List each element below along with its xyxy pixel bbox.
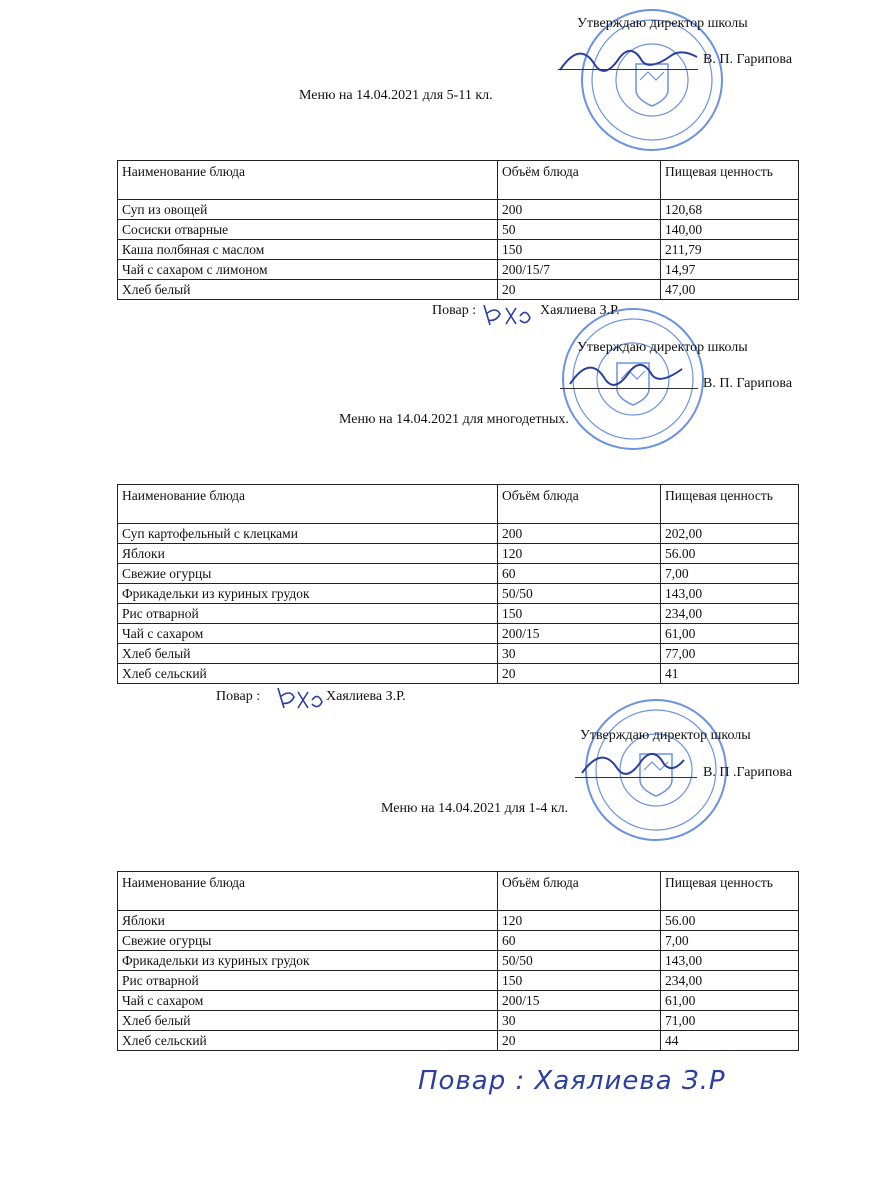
dish-cell: Фрикадельки из куриных грудок [118, 584, 498, 604]
nutrition-cell: 202,00 [661, 524, 799, 544]
table-row [118, 931, 799, 951]
official-stamp-2 [563, 309, 703, 449]
approve-text-3: Утверждаю директор школы [580, 728, 751, 743]
volume-cell: 120 [498, 544, 661, 564]
header-volume: Объём блюда [498, 485, 661, 524]
dish-cell: Чай с сахаром [118, 991, 498, 1011]
dish-cell: Суп из овощей [118, 200, 498, 220]
volume-cell: 30 [498, 1011, 661, 1031]
table-row [118, 240, 799, 260]
dish-cell: Хлеб белый [118, 280, 498, 300]
volume-cell: 50 [498, 220, 661, 240]
nutrition-cell: 211,79 [661, 240, 799, 260]
table-row [118, 911, 799, 931]
dish-cell: Свежие огурцы [118, 931, 498, 951]
dish-cell: Рис отварной [118, 604, 498, 624]
nutrition-cell: 61,00 [661, 624, 799, 644]
volume-cell: 150 [498, 971, 661, 991]
table-header-row [118, 872, 799, 911]
menu-table-2 [117, 484, 799, 684]
nutrition-cell: 7,00 [661, 564, 799, 584]
dish-cell: Чай с сахаром с лимоном [118, 260, 498, 280]
volume-cell: 200/15 [498, 991, 661, 1011]
cook-label-2: Повар : [216, 689, 261, 704]
nutrition-cell: 44 [661, 1031, 799, 1051]
table-header-row [118, 161, 799, 200]
table-row [118, 664, 799, 684]
table-row [118, 951, 799, 971]
table-row [118, 280, 799, 300]
table-row [118, 1031, 799, 1051]
director-name-2: В. П. Гарипова [703, 376, 793, 391]
dish-cell: Сосиски отварные [118, 220, 498, 240]
cook-signature-1 [484, 305, 530, 325]
dish-cell: Рис отварной [118, 971, 498, 991]
nutrition-cell: 143,00 [661, 584, 799, 604]
nutrition-cell: 71,00 [661, 1011, 799, 1031]
table-row [118, 544, 799, 564]
table-row [118, 584, 799, 604]
volume-cell: 200 [498, 524, 661, 544]
table-row [118, 624, 799, 644]
nutrition-cell: 234,00 [661, 971, 799, 991]
menu-title-2: Меню на 14.04.2021 для многодетных. [339, 412, 569, 427]
table-row [118, 524, 799, 544]
table-row [118, 971, 799, 991]
approve-text-1: Утверждаю директор школы [577, 16, 748, 31]
approve-text-2: Утверждаю директор школы [577, 340, 748, 355]
header-nutrition: Пищевая ценность [661, 161, 799, 200]
table-row [118, 564, 799, 584]
nutrition-cell: 143,00 [661, 951, 799, 971]
volume-cell: 150 [498, 240, 661, 260]
table-row [118, 604, 799, 624]
volume-cell: 50/50 [498, 951, 661, 971]
nutrition-cell: 120,68 [661, 200, 799, 220]
header-dish: Наименование блюда [118, 872, 498, 911]
menu-table-3 [117, 871, 799, 1051]
nutrition-cell: 41 [661, 664, 799, 684]
table-row [118, 991, 799, 1011]
volume-cell: 20 [498, 280, 661, 300]
header-nutrition: Пищевая ценность [661, 485, 799, 524]
nutrition-cell: 77,00 [661, 644, 799, 664]
menu-table-1 [117, 160, 799, 300]
cook-name-2: Хаялиева З.Р. [326, 689, 406, 704]
volume-cell: 30 [498, 644, 661, 664]
signature-line-1 [558, 69, 698, 70]
dish-cell: Свежие огурцы [118, 564, 498, 584]
cook-label-1: Повар : [432, 303, 477, 318]
dish-cell: Хлеб белый [118, 1011, 498, 1031]
header-nutrition: Пищевая ценность [661, 872, 799, 911]
nutrition-cell: 140,00 [661, 220, 799, 240]
volume-cell: 20 [498, 1031, 661, 1051]
nutrition-cell: 14,97 [661, 260, 799, 280]
nutrition-cell: 56.00 [661, 544, 799, 564]
signature-line-3 [575, 777, 697, 778]
dish-cell: Фрикадельки из куриных грудок [118, 951, 498, 971]
signature-line-2 [560, 388, 698, 389]
nutrition-cell: 47,00 [661, 280, 799, 300]
volume-cell: 20 [498, 664, 661, 684]
nutrition-cell: 61,00 [661, 991, 799, 1011]
dish-cell: Яблоки [118, 544, 498, 564]
volume-cell: 200/15 [498, 624, 661, 644]
nutrition-cell: 56.00 [661, 911, 799, 931]
dish-cell: Яблоки [118, 911, 498, 931]
dish-cell: Суп картофельный с клецками [118, 524, 498, 544]
volume-cell: 150 [498, 604, 661, 624]
header-dish: Наименование блюда [118, 161, 498, 200]
dish-cell: Хлеб белый [118, 644, 498, 664]
table-row [118, 200, 799, 220]
menu-title-3: Меню на 14.04.2021 для 1-4 кл. [381, 801, 569, 816]
volume-cell: 200/15/7 [498, 260, 661, 280]
dish-cell: Чай с сахаром [118, 624, 498, 644]
header-volume: Объём блюда [498, 161, 661, 200]
director-signature-1 [560, 51, 697, 71]
header-dish: Наименование блюда [118, 485, 498, 524]
cook-signature-2 [278, 688, 322, 708]
handwritten-cook-note: Повар : Хаялиева З.Р [418, 1066, 726, 1096]
volume-cell: 120 [498, 911, 661, 931]
table-row [118, 1011, 799, 1031]
table-row [118, 260, 799, 280]
table-row [118, 644, 799, 664]
volume-cell: 50/50 [498, 584, 661, 604]
table-header-row [118, 485, 799, 524]
volume-cell: 60 [498, 564, 661, 584]
volume-cell: 200 [498, 200, 661, 220]
nutrition-cell: 234,00 [661, 604, 799, 624]
nutrition-cell: 7,00 [661, 931, 799, 951]
volume-cell: 60 [498, 931, 661, 951]
cook-name-1: Хаялиева З.Р. [540, 303, 620, 318]
header-volume: Объём блюда [498, 872, 661, 911]
director-signature-2 [570, 365, 682, 385]
menu-title-1: Меню на 14.04.2021 для 5-11 кл. [299, 88, 493, 103]
dish-cell: Хлеб сельский [118, 664, 498, 684]
director-name-1: В. П. Гарипова [703, 52, 793, 67]
table-row [118, 220, 799, 240]
dish-cell: Каша полбяная с маслом [118, 240, 498, 260]
dish-cell: Хлеб сельский [118, 1031, 498, 1051]
director-name-3: В. П .Гарипова [703, 765, 793, 780]
